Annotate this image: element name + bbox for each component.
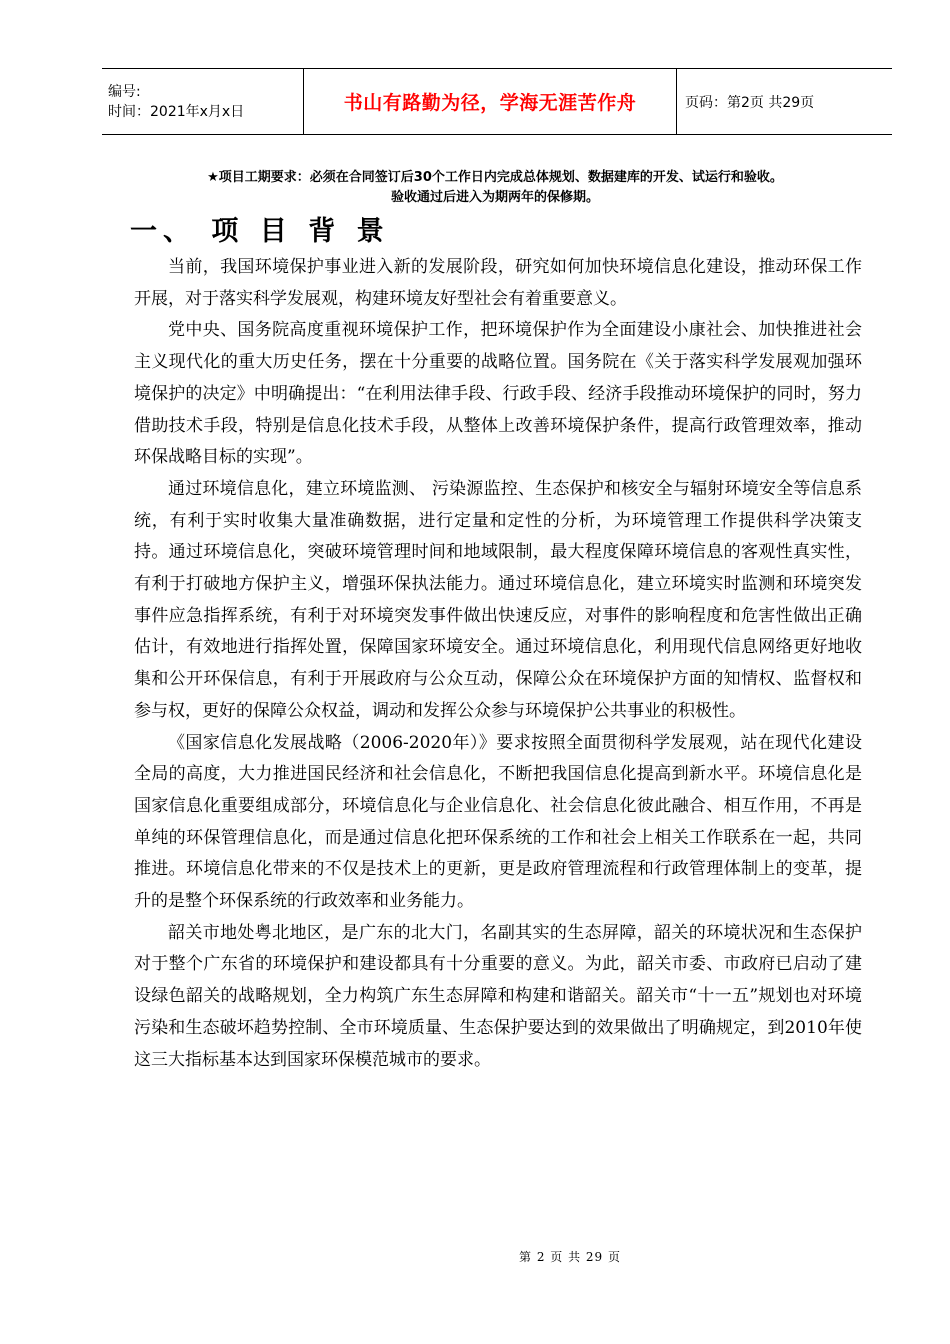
header-meta-cell bbox=[102, 69, 304, 134]
body-content bbox=[134, 252, 862, 1076]
page-header bbox=[102, 68, 892, 135]
paragraph: 《国家信息化发展战略（2006-2020年）》要求按照全面贯彻科学发展观，站在现代化建设全局的高度，大力推进国民经济和社会信息化，不断把我国信息化提高到新水平。环境信息化是国家信息化重要组成部分，环境信息化与企业信息化、社会信息化彼此融合、相互作用，不再是单纯的环保管理信息化，而是通过信息化把环保系统的工作和社会上相关工作联系在一起，共同推进。环境信息化带来的不仅是技术上的更新，更是政府管理流程和行政管理体制上的变革，提升的是整个环保系统的行政效率和业务能力。 bbox=[134, 732, 862, 912]
document-number-label: 编号: bbox=[108, 83, 141, 100]
header-page-info: 页码：第2页 共29页 bbox=[685, 94, 815, 111]
project-deadline-notice bbox=[100, 168, 890, 208]
section-heading: 一、 项 目 背 景 bbox=[130, 216, 390, 247]
paragraph: 韶关市地处粤北地区，是广东的北大门，名副其实的生态屏障，韶关的环境状况和生态保护对于整个广东省的环境保护和建设都具有十分重要的意义。为此，韶关市委、市政府已启动了建设绿色韶关的战略规划，全力构筑广东生态屏障和构建和谐韶关。韶关市“十一五”规划也对环境污染和生态破坏趋势控制、全市环境质量、生态保护要达到的效果做出了明确规定，到2010年使这三大指标基本达到国家环保模范城市的要求。 bbox=[134, 922, 862, 1070]
header-motto: 书山有路勤为径，学海无涯苦作舟 bbox=[304, 69, 677, 134]
notice-line-2: 验收通过后进入为期两年的保修期。 bbox=[390, 190, 599, 205]
page-footer: 第 2 页 共 29 页 bbox=[519, 1250, 621, 1264]
notice-line-1: ★项目工期要求：必须在合同签订后30个工作日内完成总体规划、数据建库的开发、试运行和验收。 bbox=[207, 170, 783, 185]
paragraph: 党中央、国务院高度重视环境保护工作，把环境保护作为全面建设小康社会、加快推进社会主义现代化的重大历史任务，摆在十分重要的战略位置。国务院在《关于落实科学发展观加强环境保护的决定》中明确提出：“在利用法律手段、行政手段、经济手段推动环境保护的同时，努力借助技术手段，特别是信息化技术手段，从整体上改善环境保护条件，提高行政管理效率，推动环保战略目标的实现”。 bbox=[134, 320, 862, 468]
paragraph: 当前，我国环境保护事业进入新的发展阶段，研究如何加快环境信息化建设，推动环保工作开展，对于落实科学发展观，构建环境友好型社会有着重要意义。 bbox=[134, 257, 862, 309]
document-time-label: 时间：2021年x月x日 bbox=[108, 103, 245, 120]
paragraph: 通过环境信息化，建立环境监测、 污染源监控、生态保护和核安全与辐射环境安全等信息系统，有利于实时收集大量准确数据，进行定量和定性的分析，为环境管理工作提供科学决策支持。通过环境信息化，突破环境管理时间和地域限制，最大程度保障环境信息的客观性真实性，有利于打破地方保护主义，增强环保执法能力。通过环境信息化，建立环境实时监测和环境突发事件应急指挥系统，有利于对环境突发事件做出快速反应，对事件的影响程度和危害性做出正确估计，有效地进行指挥处置，保障国家环境安全。通过环境信息化，利用现代信息网络更好地收集和公开环保信息，有利于开展政府与公众互动，保障公众在环境保护方面的知情权、监督权和参与权，更好的保障公众权益，调动和发挥公众参与环境保护公共事业的积极性。 bbox=[134, 478, 862, 721]
